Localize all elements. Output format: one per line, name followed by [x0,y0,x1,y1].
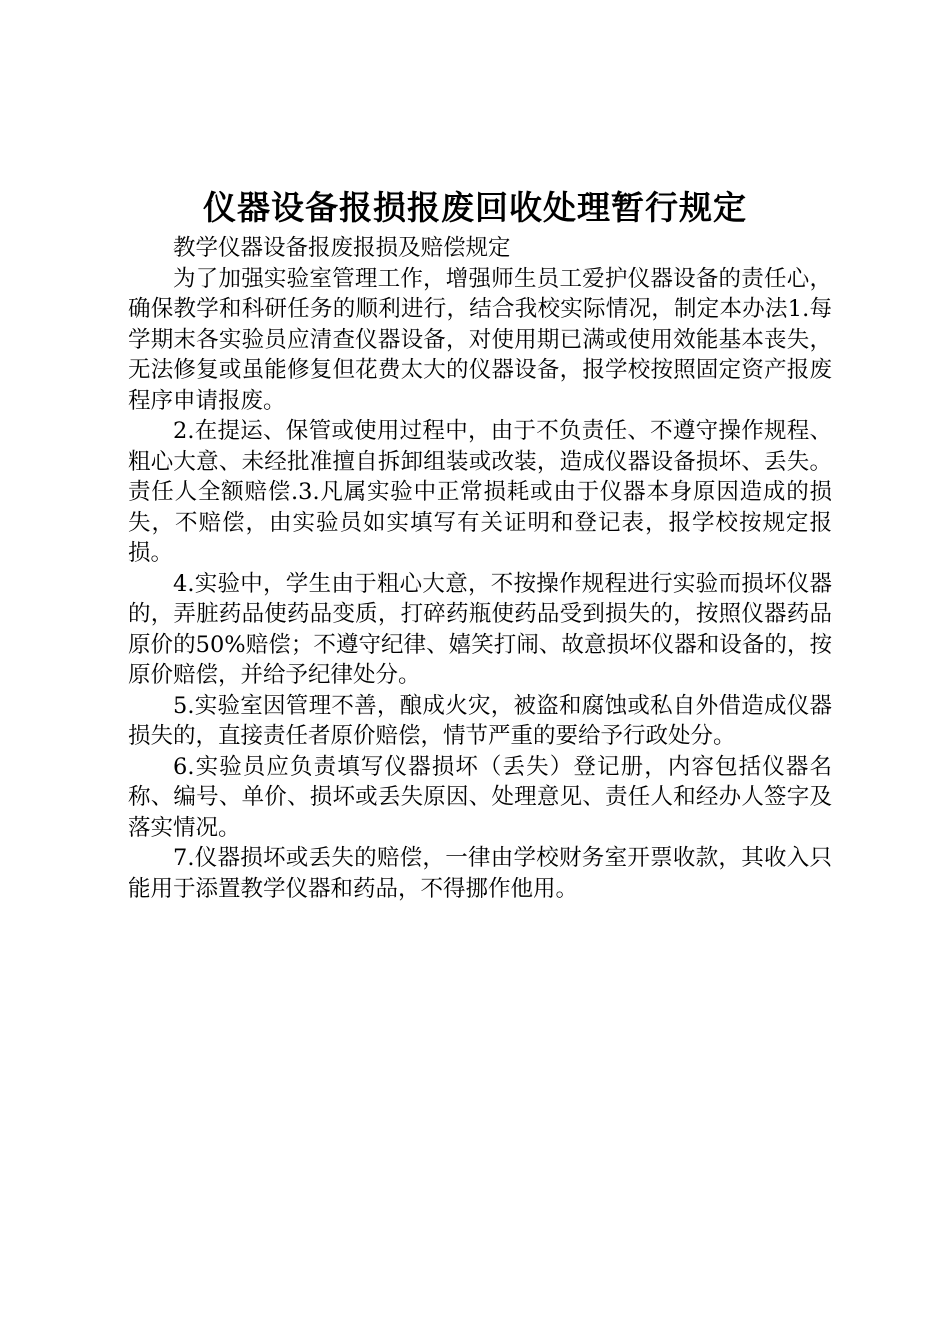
document-body [128,233,832,904]
body-paragraph: 5.实验室因管理不善，酿成火灾，被盗和腐蚀或私自外借造成仪器损失的，直接责任者原价赔偿，情节严重的要给予行政处分。 [128,692,832,749]
body-paragraph: 为了加强实验室管理工作，增强师生员工爱护仪器设备的责任心，确保教学和科研任务的顺利进行，结合我校实际情况，制定本办法1.每学期末各实验员应清查仪器设备，对使用期已满或使用效能基本丧失，无法修复或虽能修复但花费太大的仪器设备，报学校按照固定资产报废程序申请报废。 [128,265,832,414]
document-title: 仪器设备报损报废回收处理暂行规定 [203,188,747,227]
body-paragraph: 7.仪器损坏或丢失的赔偿，一律由学校财务室开票收款，其收入只能用于添置教学仪器和药品，不得挪作他用。 [128,845,832,902]
body-paragraph: 6.实验员应负责填写仪器损坏（丢失）登记册，内容包括仪器名称、编号、单价、损坏或丢失原因、处理意见、责任人和经办人签字及落实情况。 [128,753,832,841]
body-paragraph-subtitle: 教学仪器设备报废报损及赔偿规定 [173,235,511,261]
body-paragraph: 4.实验中，学生由于粗心大意，不按操作规程进行实验而损坏仪器的，弄脏药品使药品变质，打碎药瓶使药品受到损失的，按照仪器药品原价的50%赔偿；不遵守纪律、嬉笑打闹、故意损坏仪器和设备的，按原价赔偿，并给予纪律处分。 [128,570,832,688]
body-paragraph: 2.在提运、保管或使用过程中，由于不负责任、不遵守操作规程、粗心大意、未经批准擅自拆卸组装或改装，造成仪器设备损坏、丢失。责任人全额赔偿.3.凡属实验中正常损耗或由于仪器本身原因造成的损失，不赔偿，由实验员如实填写有关证明和登记表，报学校按规定报损。 [128,418,832,566]
